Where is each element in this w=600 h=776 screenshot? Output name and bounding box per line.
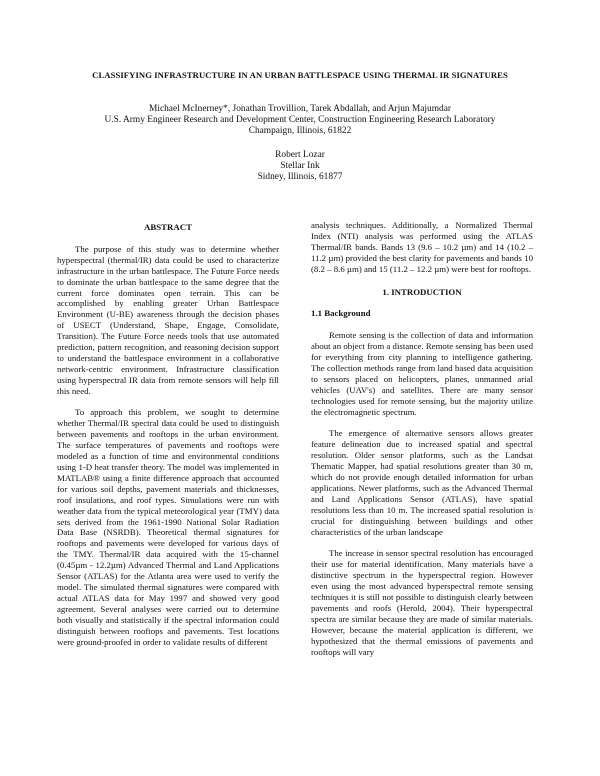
left-column bbox=[57, 222, 279, 658]
author-list: Michael McInerney*, Jonathan Trovillion, Tarek Abdallah, and Arjun Majumdar bbox=[149, 104, 451, 114]
author-name: Robert Lozar bbox=[275, 150, 325, 160]
affiliation-location: Sidney, Illinois, 61877 bbox=[257, 172, 343, 183]
abstract-heading: ABSTRACT bbox=[144, 222, 192, 232]
abstract-paragraph-1: The purpose of this study was to determine whether hyperspectral (thermal/IR) data could be used to characterize infrastructure in the urban battlespace. The Future Force needs to dominate the urban battlespace to the same degree that the current force dominates open terrain. This can be accomplished by enabling greater Urban Battlespace Environment (U-BE) awareness through the decision phases of USECT (Understand, Shape, Engage, Consolidate, Transition). The Future Force needs tools that use automated prediction, pattern recognition, and reasoning decision support to understand the battlespace environment in a collaborative network-centric environment. Infrastructure classification using hyperspectral IR data from remote sensors will help fill this need. bbox=[57, 243, 279, 396]
right-column bbox=[311, 220, 533, 668]
affiliation-line: Stellar Ink bbox=[280, 161, 320, 172]
body-paragraph-1: Remote sensing is the collection of data and information about an object from a distance. Remote sensing has been used for everything from city planning to intelligence gathering. The collection methods range from land based data acquisition to sensors placed on helicopters, planes, unmanned arial vehicles (UAV's) and satellites. There are many sensor technologies used for remote sensing, but the majority utilize the electromagnetic spectrum. bbox=[311, 330, 533, 417]
affiliation-line: U.S. Army Engineer Research and Development Center, Construction Engineering Research Laboratory bbox=[104, 115, 496, 126]
affiliation-location: Champaign, Illinois, 61822 bbox=[248, 126, 352, 137]
body-paragraph-2: The emergence of alternative sensors allows greater feature delineation due to increased spatial and spectral resolution. Older sensor platforms, such as the Landsat Thematic Mapper, had spatial resolutions greater than 30 m, which do not provide enough detailed information for urban applications. Newer platforms, such as the Advanced Thermal and Land Applications Sensor (ATLAS), have spatial resolutions less than 10 m. The increased spatial resolution is crucial for distinguishing between buildings and other characteristics of the urban landscape bbox=[311, 428, 533, 537]
abstract-paragraph-2: To approach this problem, we sought to determine whether Thermal/IR spectral data could be used to distinguish between pavements and rooftops in the urban environment. The surface temperatures of pavements and rooftops were modeled as a function of time and environmental conditions using 1-D heat transfer theory. The model was implemented in MATLAB® using a finite difference approach that accounted for various soil depths, pavement materials and thicknesses, roof insulations, and roof types. Simulations were run with weather data from the typical meteorological year (TMY) data sets derived from the 1961-1990 National Solar Radiation Data Base (NSRDB). Theoretical thermal signatures for rooftops and pavements were developed for various days of the TMY. Thermal/IR data acquired with the 15-channel (0.45µm - 12.2µm) Advanced Thermal and Land Applications Sensor (ATLAS) for the Atlanta area were used to verify the model. The simulated thermal signatures were compared with actual ATLAS data for May 1997 and showed very good agreement. Several analyses were carried out to determine both visually and statistically if the spectral information could distinguish between rooftops and pavements. Test locations were ground-proofed in order to validate results of different bbox=[57, 407, 279, 647]
author-block-2 bbox=[150, 150, 450, 184]
body-paragraph-3: The increase in sensor spectral resolution has encouraged their use for material identification. Many materials have a distinctive spectrum in the hyperspectral region. However even using the most advanced hyperspectral remote sensing techniques it is still not possible to distinguish clearly between pavements and roofs (Herold, 2004). Their hyperspectral spectra are similar because they are made of similar materials. However, because the material application is different, we hypothesized that the thermal emissions of pavements and rooftops will vary bbox=[311, 548, 533, 657]
paper-title: CLASSIFYING INFRASTRUCTURE IN AN URBAN BATTLESPACE USING THERMAL IR SIGNATURES bbox=[92, 70, 508, 80]
section-heading-introduction: 1. INTRODUCTION bbox=[382, 286, 462, 297]
abstract-continuation: analysis techniques. Additionally, a Normalized Thermal Index (NTI) analysis was performed using the ATLAS Thermal/IR bands. Bands 13 (9.6 – 10.2 µm) and 14 (10.2 – 11.2 µm) provided the best clarity for pavements and bands 10 (8.2 – 8.6 µm) and 15 (11.2 – 12.2 µm) were best for rooftops. bbox=[311, 220, 533, 274]
author-block-1 bbox=[60, 104, 540, 138]
subsection-heading-background: 1.1 Background bbox=[311, 308, 371, 319]
